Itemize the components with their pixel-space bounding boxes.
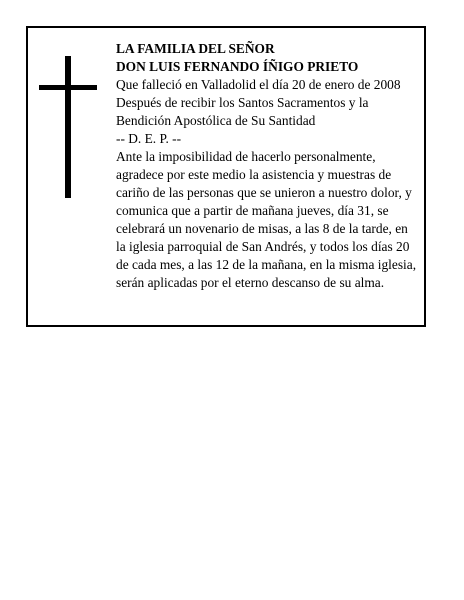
body-line: Ante la imposibilidad de hacerlo personalmente,	[116, 149, 376, 164]
death-date-line: Que falleció en Valladolid el día 20 de enero de 2008	[116, 77, 401, 92]
rip-line: -- D. E. P. --	[116, 131, 182, 146]
body-line: de cada mes, a las 12 de la mañana, en la misma iglesia,	[116, 257, 417, 272]
obituary-notice	[26, 26, 426, 327]
sacraments-line-2: Bendición Apostólica de Su Santidad	[116, 113, 316, 128]
body-line: comunica que a partir de mañana jueves, día 31, se	[116, 203, 389, 218]
body-line: agradece por este medio la asistencia y muestras de	[116, 167, 392, 182]
body-line: celebrará un novenario de misas, a las 8 de la tarde, en	[116, 221, 408, 236]
notice-text	[116, 40, 422, 292]
body-line: la iglesia parroquial de San Andrés, y todos los días 20	[116, 239, 410, 254]
body-paragraph	[116, 148, 422, 292]
sacraments-line-1: Después de recibir los Santos Sacramentos y la	[116, 95, 369, 110]
body-line: cariño de las personas que se unieron a nuestro dolor, y	[116, 185, 412, 200]
cross-vertical-bar	[65, 56, 71, 198]
body-line: serán aplicadas por el eterno descanso de su alma.	[116, 275, 385, 290]
family-heading: LA FAMILIA DEL SEÑOR	[116, 41, 275, 56]
deceased-name: DON LUIS FERNANDO ÍÑIGO PRIETO	[116, 59, 359, 74]
cross-horizontal-bar	[39, 85, 97, 90]
